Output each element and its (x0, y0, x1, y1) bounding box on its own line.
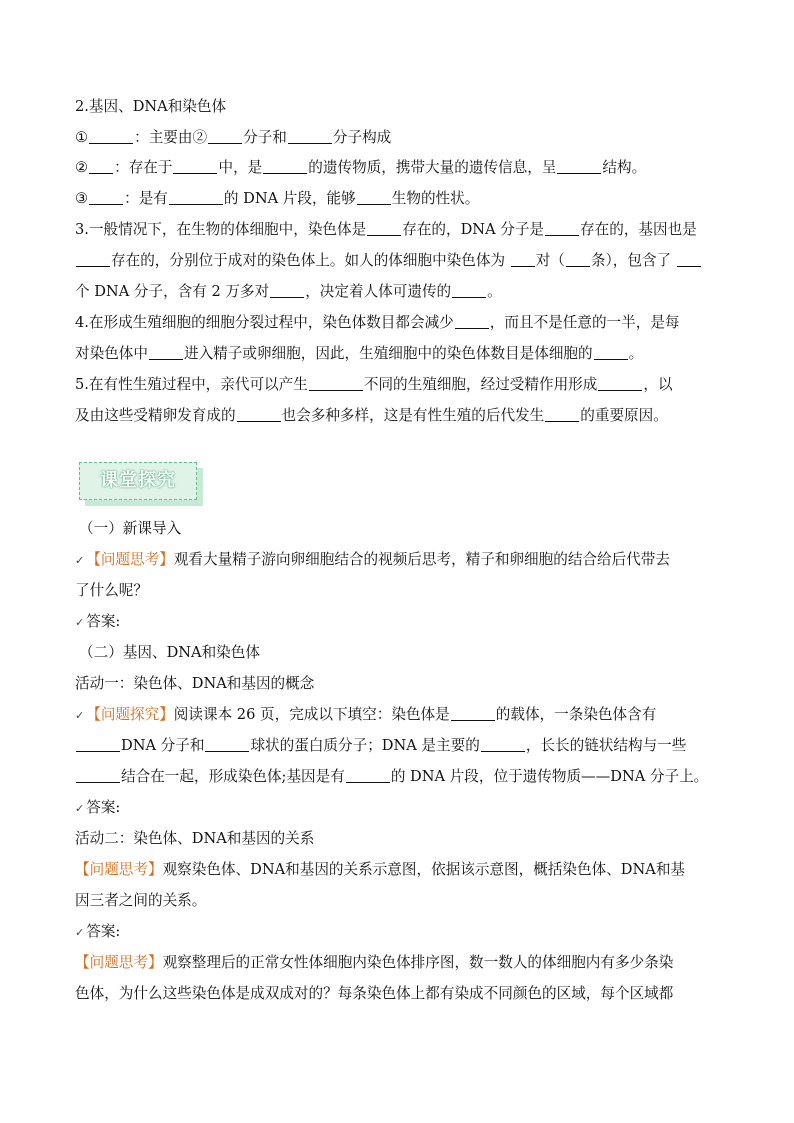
fill-blank[interactable] (169, 190, 223, 205)
text: 观察整理后的正常女性体细胞内染色体排序图，数一数人的体细胞内有多少条染 (162, 954, 674, 971)
fill-blank[interactable] (557, 159, 601, 174)
fill-blank[interactable] (594, 345, 628, 360)
fill-blank[interactable] (288, 129, 332, 144)
question-3-line-2 (75, 891, 723, 911)
question-2-line-1 (75, 705, 723, 726)
text: 观察染色体、DNA和基因的关系示意图，依据该示意图，概括染色体、DNA和基 (162, 861, 686, 878)
part-1-title (79, 519, 727, 539)
text: ：存在于 (114, 159, 173, 176)
question-2-line-2 (75, 736, 723, 756)
fill-blank[interactable] (455, 314, 489, 329)
text: （二）基因、DNA和染色体 (79, 644, 260, 661)
text: 也会多种多样，这是有性生殖的后代发生 (281, 407, 545, 424)
question-1-line-1 (75, 550, 723, 571)
section-5-line-2 (75, 406, 723, 426)
text: 活动二：染色体、DNA和基因的关系 (75, 830, 315, 847)
activity-2-title (75, 829, 723, 849)
section-3-line-1 (75, 220, 723, 240)
question-3-answer (75, 922, 723, 943)
fill-blank[interactable] (76, 737, 120, 752)
question-tag: 【问题思考】 (86, 551, 174, 568)
text: 的遗传物质，携带大量的遗传信息，呈 (308, 159, 557, 176)
text: 因三者之间的关系。 (75, 892, 207, 909)
answer-label: 答案: (86, 923, 121, 940)
tick-icon: ✓ (75, 554, 85, 567)
text: ，以 (643, 376, 673, 393)
text: （一）新课导入 (79, 520, 182, 537)
section-5-line-1 (75, 375, 723, 395)
text: 球状的蛋白质分子；DNA 是主要的 (250, 737, 480, 754)
question-tag: 【问题思考】 (75, 861, 163, 878)
section-4-line-1 (75, 313, 723, 333)
text: 分子和 (243, 129, 287, 146)
fill-blank[interactable] (76, 768, 120, 783)
text: 存在的，基因也是 (580, 221, 697, 238)
text: ② (75, 159, 89, 176)
text: 不同的生殖细胞，经过受精作用形成 (363, 376, 598, 393)
section-2-line-1 (75, 128, 723, 148)
question-4-line-1 (75, 953, 723, 973)
fill-blank[interactable] (89, 159, 113, 174)
text: 5.在有性生殖过程中，亲代可以产生 (75, 376, 308, 393)
fill-blank[interactable] (237, 407, 281, 422)
section-badge (79, 462, 203, 506)
fill-blank[interactable] (357, 190, 391, 205)
text: ，决定着人体可遗传的 (305, 283, 452, 300)
fill-blank[interactable] (677, 252, 701, 267)
tick-icon: ✓ (75, 709, 85, 722)
answer-label: 答案: (86, 799, 121, 816)
text: 的 DNA 片段，位于遗传物质——DNA 分子上。 (390, 768, 709, 785)
question-2-answer (75, 798, 723, 819)
fill-blank[interactable] (149, 345, 183, 360)
question-3-line-1 (75, 860, 723, 880)
text: 存在的，分别位于成对的染色体上。如人的体细胞中染色体为 (111, 252, 510, 269)
part-2-title (79, 643, 727, 663)
fill-blank[interactable] (367, 221, 401, 236)
text: 分子构成 (332, 129, 392, 146)
fill-blank[interactable] (545, 407, 579, 422)
badge-label: 课堂探究 (100, 470, 176, 491)
text: 活动一：染色体、DNA和基因的概念 (75, 675, 315, 692)
fill-blank[interactable] (173, 159, 217, 174)
text: ，长长的链状结构与一些 (525, 737, 687, 754)
text: 的载体，一条染色体含有 (495, 706, 657, 723)
fill-blank[interactable] (309, 376, 363, 391)
fill-blank[interactable] (545, 221, 579, 236)
fill-blank[interactable] (451, 706, 495, 721)
text: 的 DNA 片段，能够 (223, 190, 356, 207)
text: ① (75, 129, 89, 146)
fill-blank[interactable] (89, 129, 133, 144)
text: 存在的，DNA 分子是 (402, 221, 545, 238)
text: 及由这些受精卵发育成的 (75, 407, 236, 424)
question-1-answer (75, 612, 723, 633)
text: 中，是 (218, 159, 263, 176)
fill-blank[interactable] (205, 737, 249, 752)
tick-icon: ✓ (75, 616, 85, 629)
text: 个 DNA 分子，含有 2 万多对 (75, 283, 270, 300)
text: 条），包含了 (590, 252, 676, 269)
fill-blank[interactable] (270, 283, 304, 298)
question-tag: 【问题探究】 (86, 706, 174, 723)
fill-blank[interactable] (263, 159, 307, 174)
section-2-title (75, 97, 723, 117)
text: ：主要由② (134, 129, 208, 146)
tick-icon: ✓ (75, 926, 85, 939)
fill-blank[interactable] (481, 737, 525, 752)
text: 结合在一起，形成染色体;基因是有 (121, 768, 345, 785)
text: 结构。 (602, 159, 647, 176)
text: 观看大量精子游向卵细胞结合的视频后思考，精子和卵细胞的结合给后代带去 (173, 551, 670, 568)
question-2-line-3 (75, 767, 723, 787)
question-tag: 【问题思考】 (75, 954, 163, 971)
text: 进入精子或卵细胞，因此，生殖细胞中的染色体数目是体细胞的 (183, 345, 593, 362)
section-2-line-3 (75, 189, 723, 209)
text: 。 (487, 283, 502, 300)
fill-blank[interactable] (511, 252, 535, 267)
fill-blank[interactable] (76, 252, 110, 267)
section-2-line-2 (75, 158, 723, 178)
text: 4.在形成生殖细胞的细胞分裂过程中，染色体数目都会减少 (75, 314, 454, 331)
text: 3.一般情况下，在生物的体细胞中，染色体是 (75, 221, 367, 238)
text: ：是有 (124, 190, 168, 207)
fill-blank[interactable] (346, 768, 390, 783)
fill-blank[interactable] (566, 252, 590, 267)
text: 2.基因、DNA和染色体 (75, 98, 227, 115)
fill-blank[interactable] (452, 283, 486, 298)
text: DNA 分子和 (121, 737, 205, 754)
text: 阅读课本 26 页，完成以下填空：染色体是 (173, 706, 450, 723)
section-3-line-2 (75, 251, 723, 271)
text: 对（ (535, 252, 565, 269)
activity-1-title (75, 674, 723, 694)
text: ，而且不是任意的一半，是每 (489, 314, 680, 331)
text: ③ (75, 190, 89, 207)
fill-blank[interactable] (208, 129, 242, 144)
fill-blank[interactable] (89, 190, 123, 205)
text: 生物的性状。 (391, 190, 480, 207)
text: 了什么呢？ (75, 582, 148, 599)
text: 的重要原因。 (580, 407, 668, 424)
section-4-line-2 (75, 344, 723, 364)
answer-label: 答案: (86, 613, 121, 630)
question-4-line-2 (75, 984, 723, 1004)
fill-blank[interactable] (598, 376, 642, 391)
question-1-line-2 (75, 581, 723, 601)
section-3-line-3 (75, 282, 723, 302)
text: 对染色体中 (75, 345, 148, 362)
text: 色体，为什么这些染色体是成双成对的？每条染色体上都有染成不同颜色的区域，每个区域都 (75, 985, 674, 1002)
tick-icon: ✓ (75, 802, 85, 815)
text: 。 (628, 345, 644, 362)
